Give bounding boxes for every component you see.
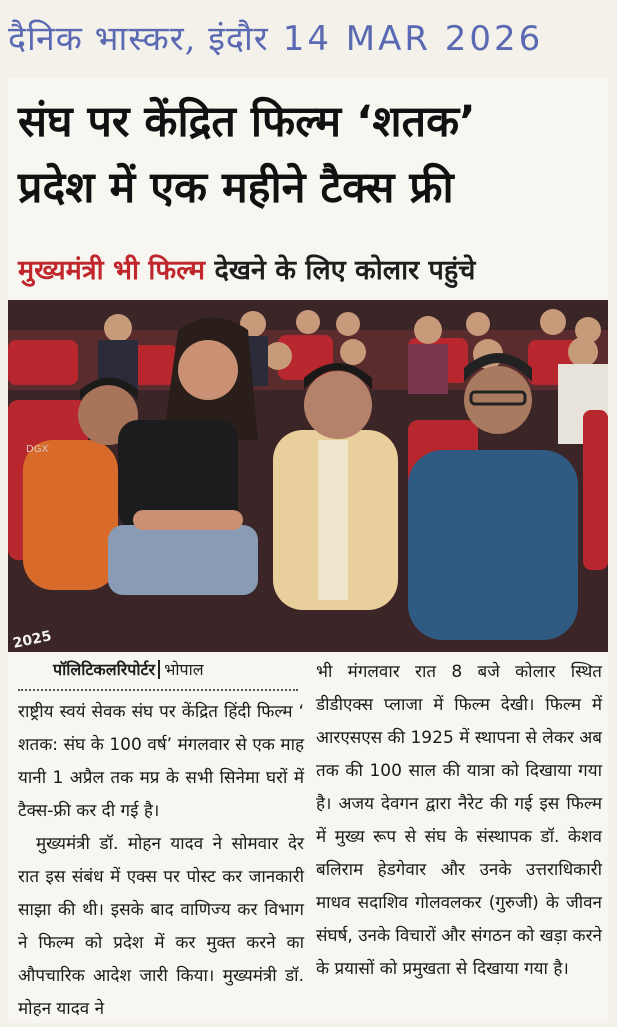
byline-city: भोपाल <box>158 660 203 679</box>
headline-line-2: प्रदेश में एक महीने टैक्स फ्री <box>18 163 454 213</box>
article-paragraph: भी मंगलवार रात 8 बजे कोलार स्थित डीडीएक्स प्लाजा में फिल्म देखी। फिल्म में आरएसएस की 1925 में स्थापना से लेकर अब तक की 100 साल की यात्रा को दिखाया गया है। अजय देवगन द्वारा नैरेट की गई इस फिल्म में मुख्य रूप से संघ के संस्थापक डॉ. केशव बलिराम हेडगेवार और उनके उत्तराधिकारी माधव सदाशिव गोलवलकर (गुरुजी) के जीवन संघर्ष, उनके विचारों और संगठन को खड़ा करने के प्रयासों को प्रमुखता से दिखाया गया है। <box>316 662 602 979</box>
article-column-left <box>18 696 304 1026</box>
article-paragraph: मुख्यमंत्री डॉ. मोहन यादव ने सोमवार देर रात इस संबंध में एक्स पर पोस्ट कर जानकारी साझा की थी। इसके बाद वाणिज्य कर विभाग ने फिल्म को प्रदेश में कर मुक्त करने का औपचारिक आदेश जारी किया। मुख्यमंत्री डॉ. मोहन यादव ने <box>18 834 304 1019</box>
subheadline <box>18 250 475 287</box>
byline <box>53 658 204 680</box>
byline-reporter: पॉलिटिकलरिपोर्टर <box>53 660 156 679</box>
article-paragraph: राष्ट्रीय स्वयं सेवक संघ पर केंद्रित हिंदी फिल्म ‘ शतक: संघ के 100 वर्ष’ मंगलवार से एक माह यानी 1 अप्रैल तक मप्र के सभी सिनेमा घरों में टैक्स-फ्री कर दी गई है। <box>18 702 304 821</box>
news-photo <box>8 300 608 652</box>
headline-line-1: संघ पर केंद्रित फिल्म ‘शतक’ <box>18 97 476 147</box>
subheadline-rest: देखने के लिए कोलार पहुंचे <box>205 255 476 286</box>
article-column-right <box>316 656 602 986</box>
byline-divider <box>18 689 298 691</box>
photo-seat-logo: DGX <box>26 444 49 455</box>
subheadline-highlight: मुख्यमंत्री भी फिल्म <box>18 255 206 286</box>
date-stamp <box>8 14 608 60</box>
cinema-audience-photo <box>8 300 608 652</box>
newspaper-clipping <box>8 78 608 1023</box>
photo-corner-label: 2025 <box>11 628 53 652</box>
stamp-paper-name: दैनिक भास्कर, इंदौर <box>8 19 269 59</box>
stamp-date: 14 MAR 2026 <box>282 19 544 59</box>
